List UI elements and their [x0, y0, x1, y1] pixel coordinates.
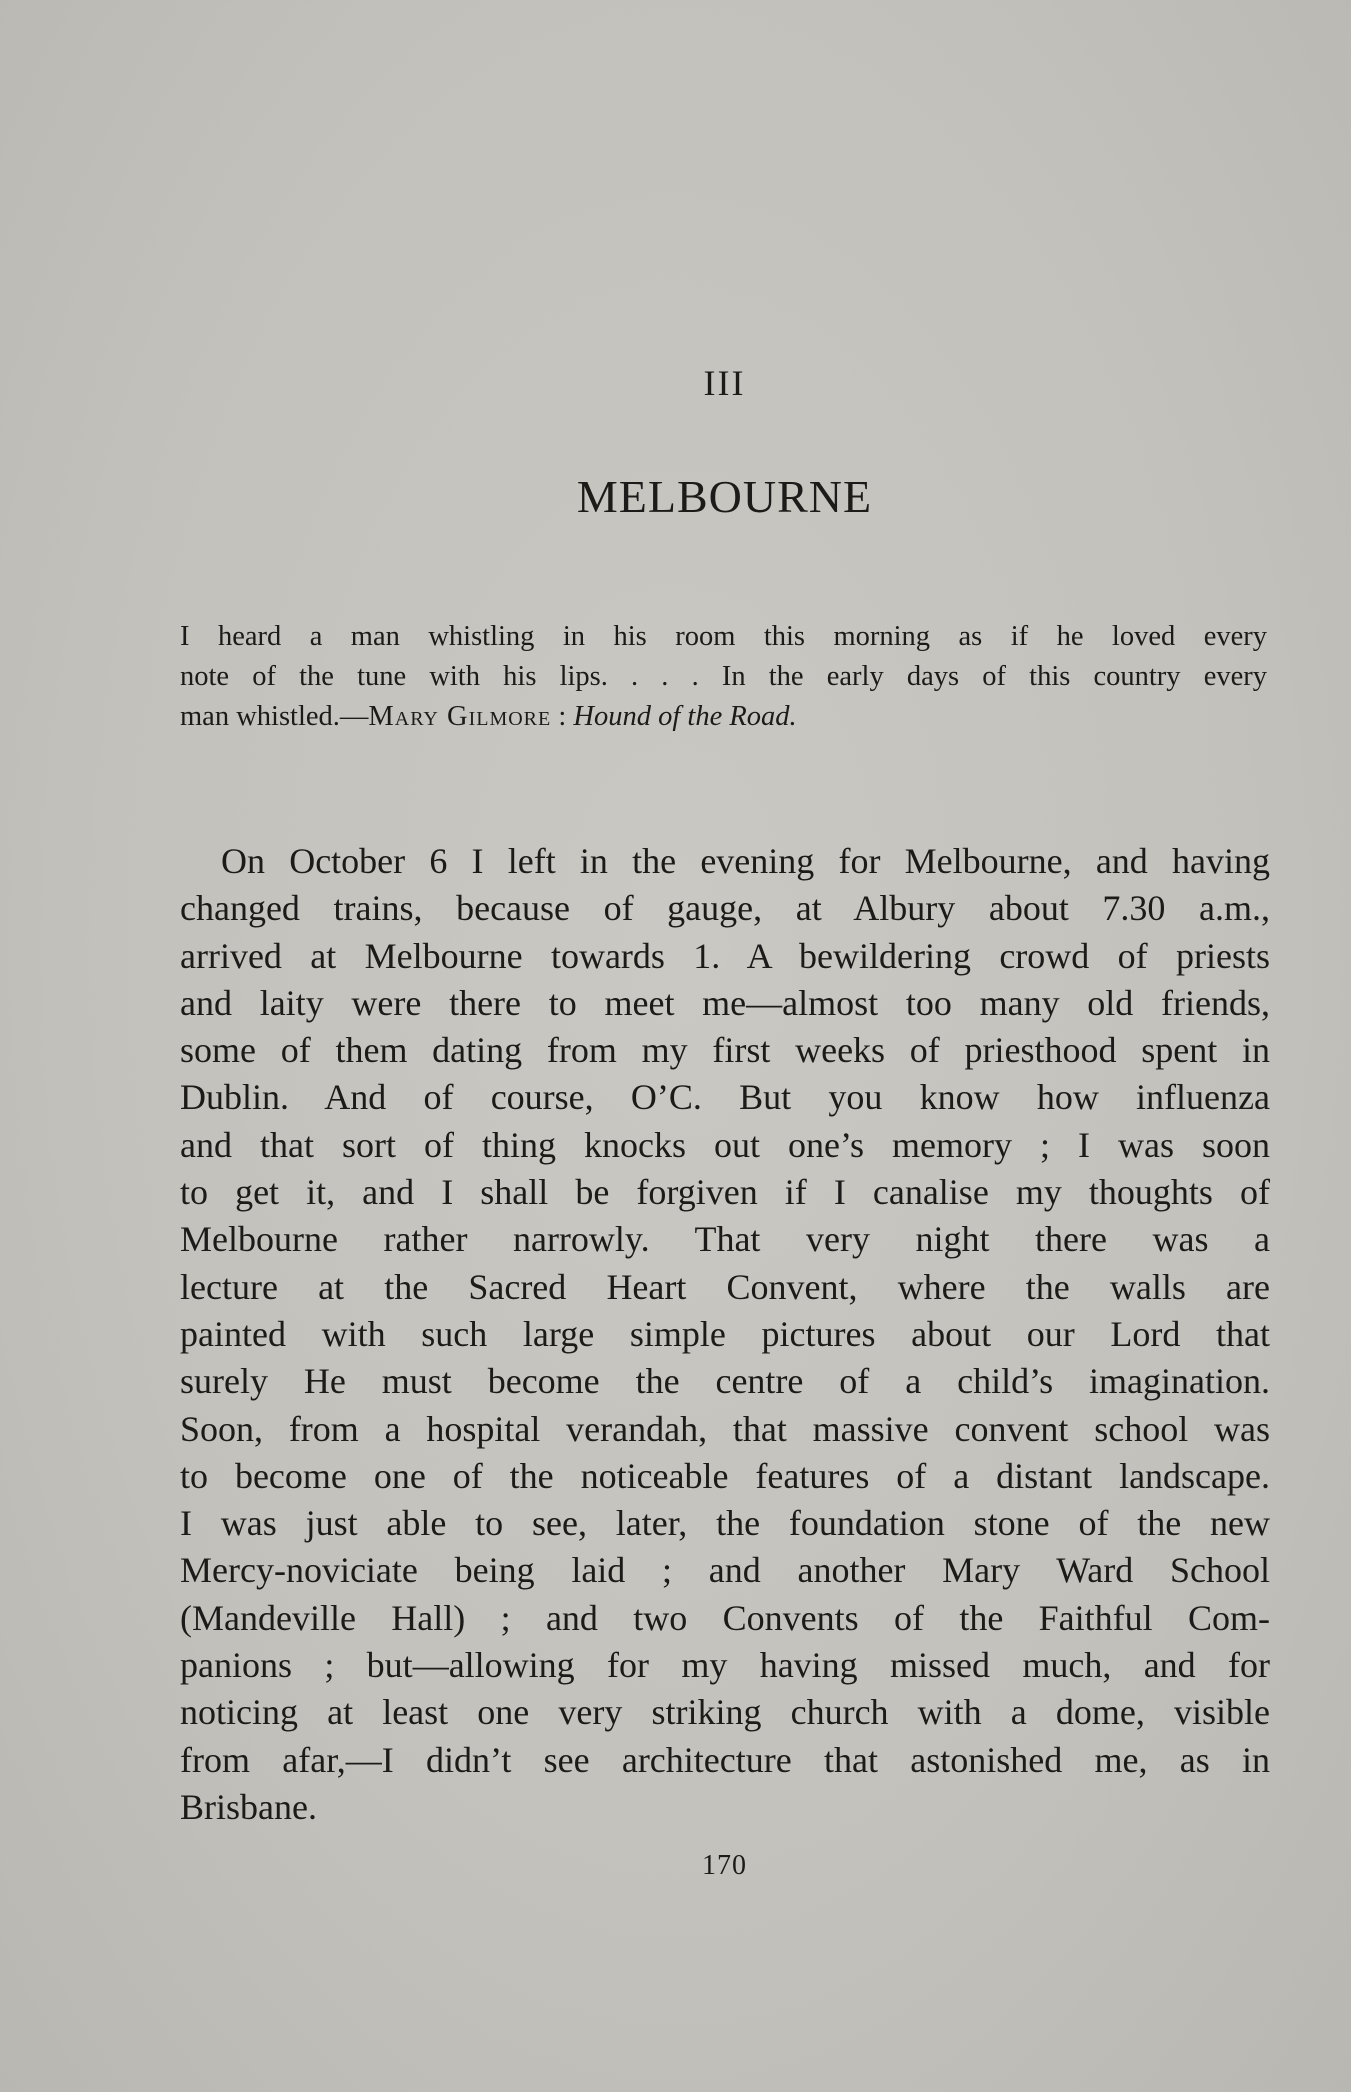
body-line: to become one of the noticeable features of a distant landscape. — [180, 1455, 1270, 1496]
body-line: changed trains, because of gauge, at Albury about 7.30 a.m., — [180, 888, 1270, 929]
chapter-number: III — [703, 363, 746, 403]
body-line: panions ; but—allowing for my having missed much, and for — [180, 1645, 1270, 1686]
page-number: 170 — [702, 1850, 747, 1881]
body-line: Melbourne rather narrowly. That very night there was a — [180, 1219, 1270, 1260]
body-line: noticing at least one very striking church with a dome, visible — [180, 1692, 1270, 1733]
epigraph-line: I heard a man whistling in his room this morning as if he loved every — [180, 621, 1267, 652]
epigraph-attribution-line — [180, 697, 1267, 737]
epigraph — [180, 617, 1267, 737]
epigraph-line: note of the tune with his lips. . . . In the early days of this country every — [180, 661, 1267, 692]
body-line: some of them dating from my first weeks of priesthood spent in — [180, 1030, 1270, 1071]
epigraph-source: Hound of the Road. — [573, 701, 797, 732]
chapter-title: MELBOURNE — [576, 471, 873, 522]
epigraph-separator: : — [551, 701, 574, 732]
body-line: I was just able to see, later, the foundation stone of the new — [180, 1503, 1270, 1544]
body-line: On October 6 I left in the evening for Melbourne, and having — [221, 841, 1270, 881]
body-line: to get it, and I shall be forgiven if I canalise my thoughts of — [180, 1172, 1270, 1213]
body-paragraph — [180, 838, 1270, 1831]
body-line: arrived at Melbourne towards 1. A bewildering crowd of priests — [180, 935, 1270, 976]
epigraph-author: Mary Gilmore — [368, 701, 552, 732]
body-line: Soon, from a hospital verandah, that massive convent school was — [180, 1408, 1270, 1449]
body-line: painted with such large simple pictures about our Lord that — [180, 1313, 1270, 1354]
body-line: lecture at the Sacred Heart Convent, where the walls are — [180, 1266, 1270, 1307]
body-line: and that sort of thing knocks out one’s memory ; I was soon — [180, 1124, 1270, 1165]
body-line: from afar,—I didn’t see architecture that astonished me, as in — [180, 1739, 1270, 1780]
body-line: Mercy-noviciate being laid ; and another Mary Ward School — [180, 1550, 1270, 1591]
body-line: Dublin. And of course, O’C. But you know how influenza — [180, 1077, 1270, 1118]
epigraph-line: man whistled.— — [180, 701, 369, 732]
body-line: (Mandeville Hall) ; and two Convents of the Faithful Com- — [180, 1597, 1270, 1638]
body-line: and laity were there to meet me—almost too many old friends, — [180, 982, 1270, 1023]
body-line: surely He must become the centre of a child’s imagination. — [180, 1361, 1270, 1402]
body-line: Brisbane. — [180, 1786, 317, 1827]
